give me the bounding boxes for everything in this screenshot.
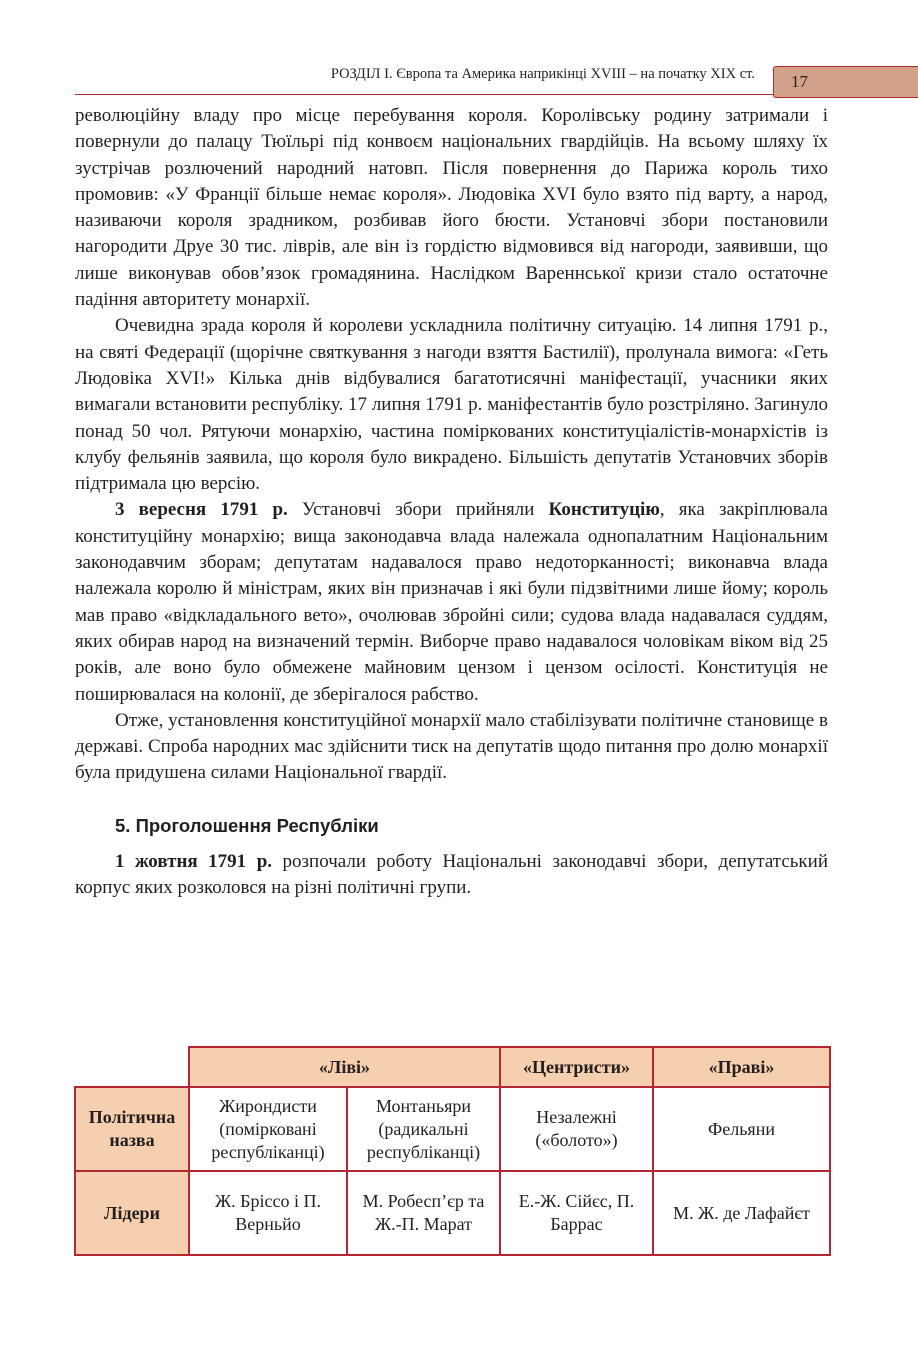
table-cell: Е.-Ж. Сійєс, П. Баррас	[500, 1171, 653, 1255]
table-row	[75, 1087, 830, 1171]
table-cell: Монтаньяри (радикальні республіканці)	[347, 1087, 500, 1171]
group-left: «Ліві»	[189, 1047, 500, 1087]
row-label-political-name: Політична назва	[75, 1087, 189, 1171]
running-header	[75, 58, 845, 95]
table-header-row	[75, 1047, 830, 1087]
date-1-october: 1 жовтня 1791 р.	[115, 850, 273, 872]
political-groups-table	[74, 1046, 831, 1256]
table-cell: Ж. Бріссо і П. Верньйо	[189, 1171, 347, 1255]
date-3-september: 3 вересня 1791 р.	[115, 499, 288, 521]
term-constitution: Конституцію	[548, 499, 660, 521]
table-cell: Фельяни	[653, 1087, 830, 1171]
paragraph-2: Очевидна зрада короля й королеви ускладнила політичну ситуацію. 14 липня 1791 р., на святі Федерації (щорічне святкування з нагоди взяття Бастилії), пролунала вимога: «Геть Людовіка XVI!» Кілька днів відбувалися багатотисячні маніфестації, учасники яких вимагали встановити республіку. 17 липня 1791 р. маніфестантів було розстріляно. Загинуло понад 50 чол. Рятуючи монархію, частина поміркованих конституціалістів-монархістів із клубу фельянів заявила, що короля було викрадено. Більшість депутатів Установчих зборів підтримала цю версію.	[75, 315, 828, 495]
table-cell: Незалежні («болото»)	[500, 1087, 653, 1171]
group-right: «Праві»	[653, 1047, 830, 1087]
group-center: «Центристи»	[500, 1047, 653, 1087]
chapter-title: РОЗДІЛ І. Європа та Америка наприкінці XVIII – на початку XIX ст.	[330, 66, 755, 82]
table-cell: М. Ж. де Лафайєт	[653, 1171, 830, 1255]
row-label-leaders: Лідери	[75, 1171, 189, 1255]
table-cell: М. Робесп’єр та Ж.-П. Марат	[347, 1171, 500, 1255]
table-cell: Жирондисти (помірковані республіканці)	[189, 1087, 347, 1171]
page-number: 17	[773, 66, 918, 98]
paragraph-3-text-b: , яка закріплювала конституційну монархію; вища законодавча влада належала однопалатним Національним законодавчим зборам; депутатам надавалося право недоторканності; виконавча влада належала королю й міністрам, яких він призначав і які були підзвітними лише йому; король мав право «відкладального вето», очолював збройні сили; судова влада надавалася суддям, яких обирав народ на визначений термін. Виборче право надавалося чоловікам віком від 25 років, але воно було обмежене майновим цензом і цензом осілості. Конституція не поширювалася на колонії, де зберігалося рабство.	[75, 499, 828, 705]
paragraph-3	[75, 497, 828, 707]
paragraph-4: Отже, установлення конституційної монархії мало стабілізувати політичне становище в державі. Спроба народних мас здійснити тиск на депутатів щодо питання про долю монархії була придушена силами Національної гвардії.	[75, 709, 828, 784]
paragraph-3-text-a: Установчі збори прийняли	[287, 499, 549, 521]
section-heading: 5. Проголошення Республіки	[115, 814, 379, 836]
section-5-paragraph	[75, 849, 828, 902]
paragraph-1: революційну владу про місце перебування короля. Королівську родину затримали і повернули до палацу Тюїльрі під конвоєм національних гвардійців. На всьому шляху їх зустрічав розлючений народний натовп. Після повернення до Парижа король тихо промовив: «У Франції більше немає короля». Людовіка XVI було взято під варту, а народ, називаючи короля зрадником, розбивав його бюсти. Установчі збори постановили нагородити Друе 30 тис. ліврів, але він із гордістю відмовився від нагороди, заявивши, що лише виконував обов’язок громадянина. Наслідком Вареннської кризи стало остаточне падіння авторитету монархії.	[75, 105, 828, 311]
main-text	[75, 103, 828, 901]
section-5-text: розпочали роботу Національні законодавчі збори, депутатський корпус яких розколовся на різні політичні групи.	[75, 850, 828, 899]
table-corner	[75, 1047, 189, 1087]
table-row	[75, 1171, 830, 1255]
